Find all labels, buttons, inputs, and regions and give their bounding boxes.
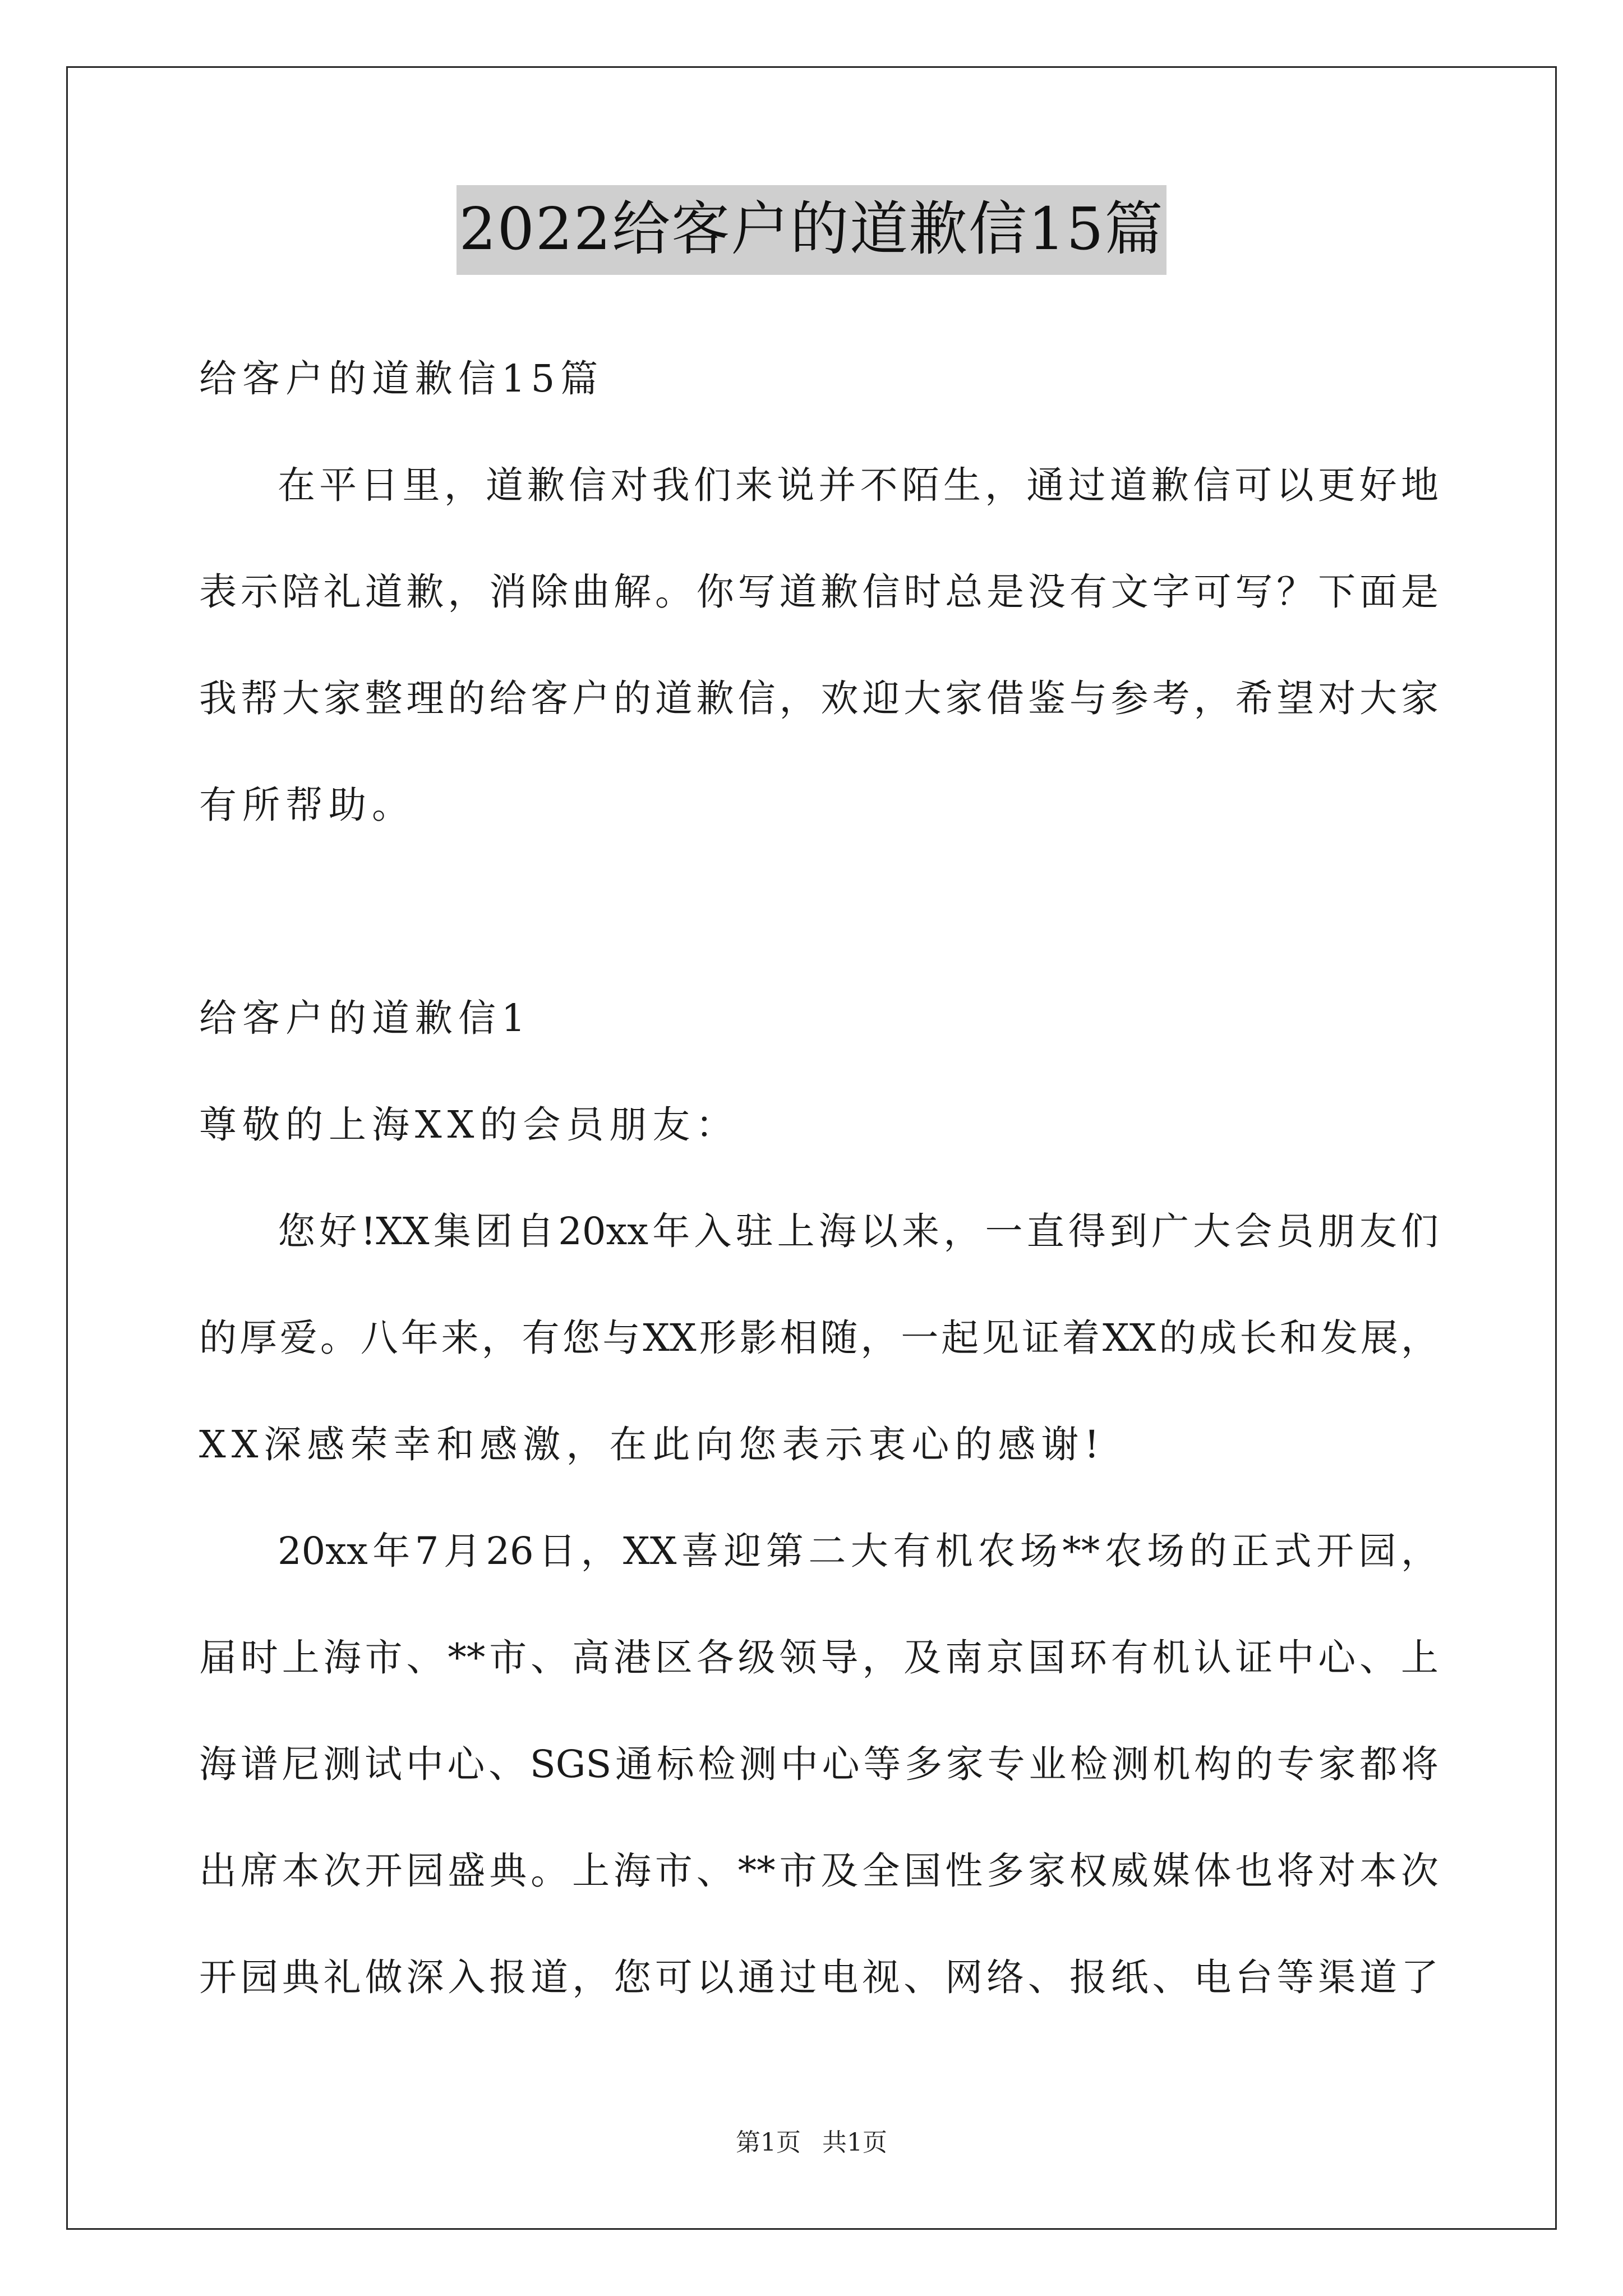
paragraph-line: 开园典礼做深入报道，您可以通过电视、网络、报纸、电台等渠道了 bbox=[199, 1955, 1438, 1999]
paragraph-line: 出席本次开园盛典。上海市、**市及全国性多家权威媒体也将对本次 bbox=[199, 1849, 1438, 1893]
salutation: 尊敬的上海XX的会员朋友： bbox=[199, 1103, 739, 1147]
paragraph-line: 我帮大家整理的给客户的道歉信，欢迎大家借鉴与参考，希望对大家 bbox=[199, 677, 1438, 720]
section-heading: 给客户的道歉信15篇 bbox=[199, 357, 604, 401]
paragraph-line: 海谱尼测试中心、SGS通标检测中心等多家专业检测机构的专家都将 bbox=[199, 1742, 1438, 1786]
page-number-current: 第1页 bbox=[736, 2128, 801, 2157]
paragraph-line: 的厚爱。八年来，有您与XX形影相随，一起见证着XX的成长和发展， bbox=[199, 1316, 1438, 1360]
page-footer bbox=[0, 2126, 1623, 2160]
paragraph-line: XX深感荣幸和感激，在此向您表示衷心的感谢! bbox=[199, 1423, 1105, 1466]
page-number-total: 共1页 bbox=[822, 2128, 887, 2157]
letter-heading: 给客户的道歉信1 bbox=[199, 996, 531, 1040]
paragraph-line: 届时上海市、**市、高港区各级领导，及南京国环有机认证中心、上 bbox=[199, 1636, 1438, 1680]
paragraph-line: 20xx年7月26日，XX喜迎第二大有机农场**农场的正式开园， bbox=[278, 1529, 1438, 1573]
paragraph-line: 表示陪礼道歉，消除曲解。你写道歉信时总是没有文字可写？下面是 bbox=[199, 570, 1438, 614]
title-container bbox=[0, 185, 1623, 275]
document-title: 2022给客户的道歉信15篇 bbox=[457, 185, 1166, 275]
paragraph-line: 有所帮助。 bbox=[199, 783, 415, 827]
paragraph-line: 在平日里，道歉信对我们来说并不陌生，通过道歉信可以更好地 bbox=[278, 463, 1438, 507]
paragraph-line: 您好!XX集团自20xx年入驻上海以来，一直得到广大会员朋友们 bbox=[278, 1209, 1438, 1253]
